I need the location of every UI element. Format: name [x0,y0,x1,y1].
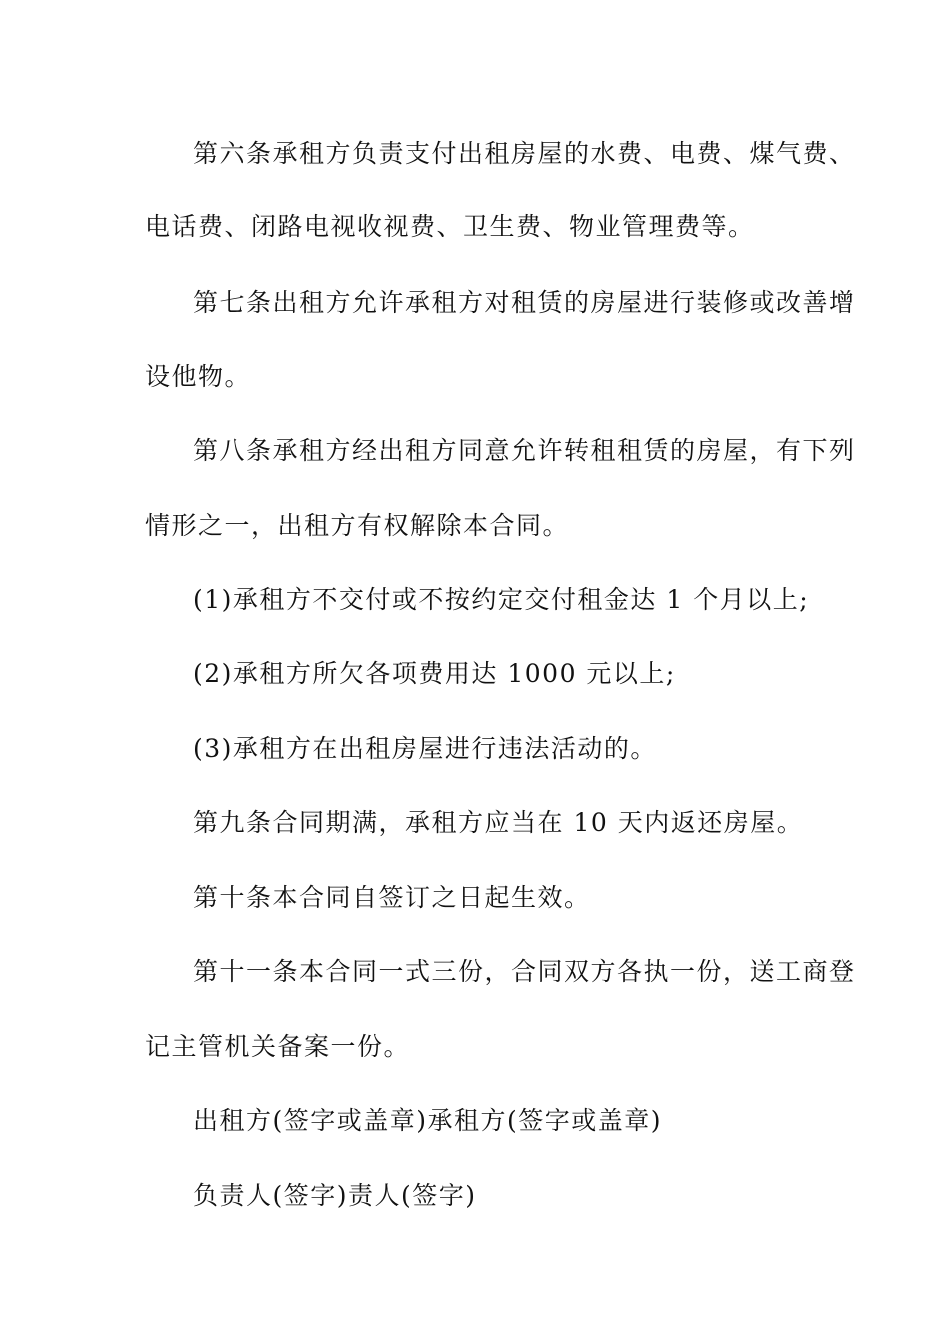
article-7-line-1: 第七条出租方允许承租方对租赁的房屋进行装修或改善增 [193,288,856,317]
article-7-line-2: 设他物。 [145,362,252,391]
clause-1: (1)承租方不交付或不按约定交付租金达 1 个月以上; [193,585,810,614]
clause-2: (2)承租方所欠各项费用达 1000 元以上; [193,659,676,688]
article-8-line-2: 情形之一，出租方有权解除本合同。 [145,511,570,540]
signature-responsible-line: 负责人(签字)责人(签字) [193,1181,477,1210]
article-9: 第九条合同期满，承租方应当在 10 天内返还房屋。 [193,808,804,837]
article-10: 第十条本合同自签订之日起生效。 [193,883,591,912]
article-8-line-1: 第八条承租方经出租方同意允许转租租赁的房屋，有下列 [193,436,856,465]
article-11-line-2: 记主管机关备案一份。 [145,1032,411,1061]
article-6-line-1: 第六条承租方负责支付出租房屋的水费、电费、煤气费、 [193,139,856,168]
article-11-line-1: 第十一条本合同一式三份，合同双方各执一份，送工商登 [193,957,856,986]
article-6-line-2: 电话费、闭路电视收视费、卫生费、物业管理费等。 [145,212,755,241]
clause-3: (3)承租方在出租房屋进行违法活动的。 [193,734,657,763]
signature-parties-line: 出租方(签字或盖章)承租方(签字或盖章) [193,1106,663,1135]
